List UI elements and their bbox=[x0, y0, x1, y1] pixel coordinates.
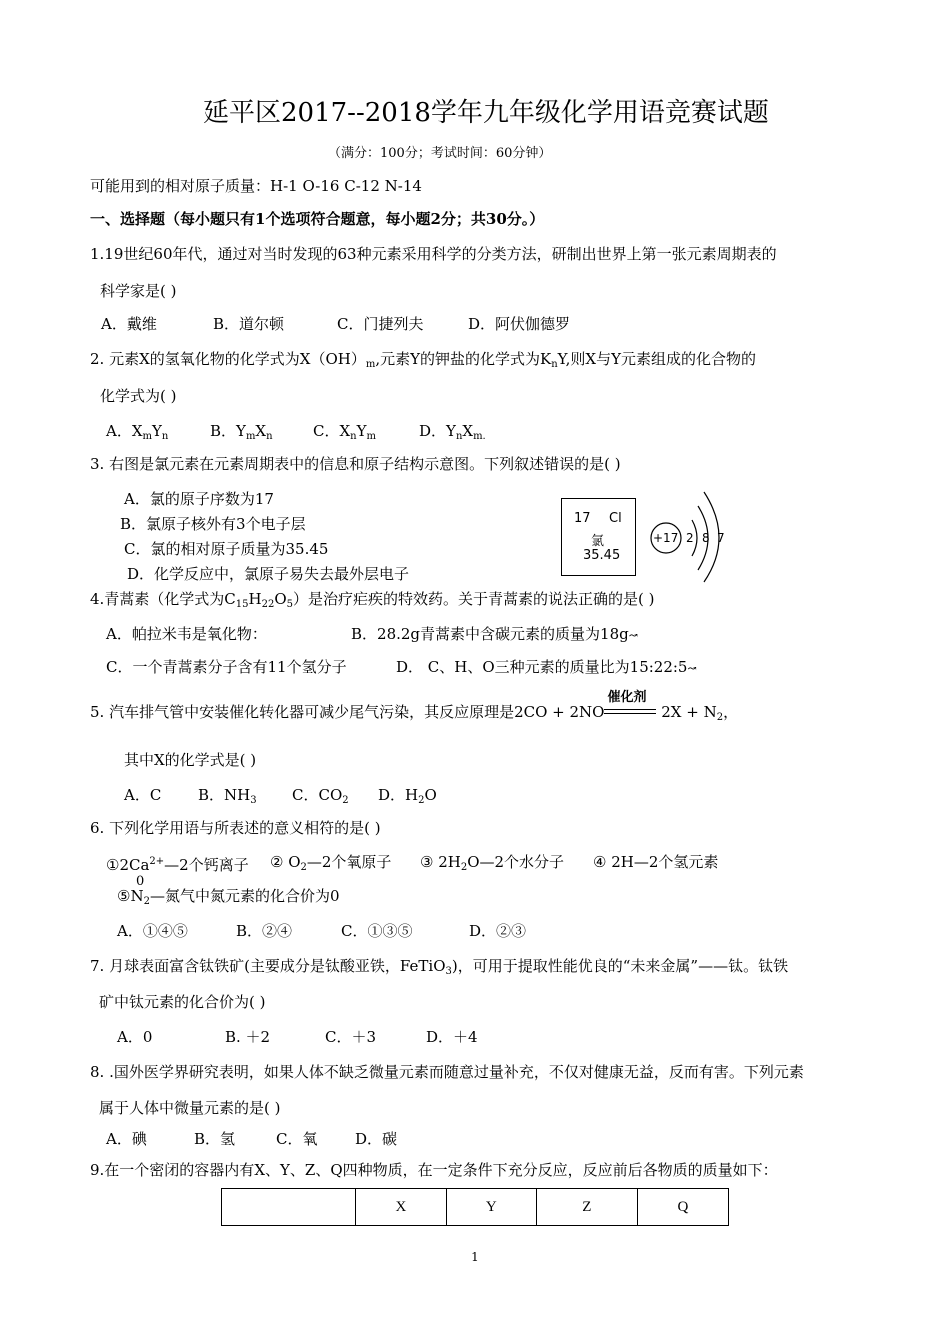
q6-item-1: $①2Ca^{2+}—2$个钙离子 bbox=[106, 856, 249, 874]
q5-stem-line1: 5. 汽车排气管中安装催化转化器可减少尾气污染，其反应原理是2CO + 2NO 催化剂 $2X + N_2$， bbox=[90, 690, 739, 723]
table-header-cell: Z bbox=[536, 1189, 637, 1226]
q5-option-c: C．$CO_2$ bbox=[292, 786, 349, 806]
catalyst-label: 催化剂 bbox=[607, 690, 647, 705]
shell-2-count: 8 bbox=[702, 531, 710, 545]
q7-option-b: B. ＋2 bbox=[225, 1028, 271, 1046]
q6-option-d: D．②③ bbox=[469, 922, 527, 940]
q2-option-c: C．$X_nY_m$ bbox=[313, 422, 376, 442]
q9-stem: 9.在一个密闭的容器内有X、Y、Z、Q四种物质，在一定条件下充分反应，反应前后各物质的质量如下： bbox=[90, 1161, 778, 1179]
scribble-mark-icon: ↝ bbox=[687, 662, 697, 675]
q9-mass-table bbox=[221, 1188, 729, 1226]
atomic-masses: 可能用到的相对原子质量：H-1 O-16 C-12 N-14 bbox=[90, 177, 422, 195]
q6-stem: 6. 下列化学用语与所表述的意义相符的是( ) bbox=[90, 819, 381, 837]
q1-option-d: D．阿伏伽德罗 bbox=[468, 315, 571, 333]
q1-option-b: B．道尔顿 bbox=[213, 315, 285, 333]
q6-option-c: C．①③⑤ bbox=[341, 922, 413, 940]
q4-option-b: B．28.2g青蒿素中含碳元素的质量为18g↝ bbox=[351, 625, 638, 643]
q7-option-a: A．0 bbox=[117, 1028, 153, 1046]
q4-option-c: C．一个青蒿素分子含有11个氢分子 bbox=[106, 658, 347, 676]
section-heading: 一、选择题（每小题只有1个选项符合题意，每小题2分；共30分。） bbox=[90, 210, 545, 228]
q5-option-d: D．$H_2O$ bbox=[378, 786, 437, 806]
element-name: 氯 bbox=[591, 534, 605, 549]
q2-stem-line2: 化学式为( ) bbox=[100, 387, 177, 405]
q8-option-b: B．氢 bbox=[194, 1130, 236, 1148]
q6-option-a: A．①④⑤ bbox=[117, 922, 188, 940]
q1-stem-line1: 1.19世纪60年代，通过对当时发现的63种元素采用科学的分类方法，研制出世界上第一张元素周期表的 bbox=[90, 245, 777, 263]
exam-title: 延平区2017--2018学年九年级化学用语竞赛试题 bbox=[203, 98, 769, 128]
nucleus-charge: +17 bbox=[653, 531, 679, 545]
q7-stem-line1: 7. 月球表面富含钛铁矿(主要成分是钛酸亚铁，FeTiO$_3$)，可用于提取性能优良的“未来金属”——钛。钛铁 bbox=[90, 957, 789, 977]
q1-option-c: C．门捷列夫 bbox=[337, 315, 424, 333]
q3-stem: 3. 右图是氯元素在元素周期表中的信息和原子结构示意图。下列叙述错误的是( ) bbox=[90, 455, 621, 473]
table-header-cell: Q bbox=[637, 1189, 728, 1226]
q2-option-d: D．$Y_nX_{m.}$ bbox=[419, 422, 486, 442]
element-card bbox=[561, 498, 636, 576]
shell-3-count: 7 bbox=[717, 531, 725, 545]
element-symbol: Cl bbox=[609, 511, 622, 526]
q6-item-4: ④ 2H—2个氢元素 bbox=[593, 853, 719, 871]
q5-option-a: A．C bbox=[124, 786, 162, 804]
exam-subtitle: （满分：100分；考试时间：60分钟） bbox=[328, 146, 552, 161]
shell-1-count: 2 bbox=[686, 531, 694, 545]
q7-option-d: D．＋4 bbox=[426, 1028, 478, 1046]
q4-option-a: A．帕拉米韦是氧化物： bbox=[106, 625, 267, 643]
q4-option-d: D． C、H、O三种元素的质量比为15:22:5↝ bbox=[396, 658, 697, 676]
valence-zero-mark: 0 bbox=[136, 874, 145, 889]
table-row bbox=[222, 1189, 729, 1226]
table-header-cell bbox=[222, 1189, 356, 1226]
q6-item-2: ② $O_2—2$个氧原子 bbox=[270, 853, 392, 873]
q3-option-a: A．氯的原子序数为17 bbox=[124, 490, 274, 508]
q8-option-a: A．碘 bbox=[106, 1130, 147, 1148]
q6-option-b: B．②④ bbox=[236, 922, 293, 940]
q6-item-3: ③ $2H_2O—2$个水分子 bbox=[420, 853, 565, 873]
q8-stem-line2: 属于人体中微量元素的是( ) bbox=[99, 1099, 281, 1117]
q3-option-b: B．氯原子核外有3个电子层 bbox=[120, 515, 306, 533]
table-header-cell: X bbox=[356, 1189, 446, 1226]
q3-option-d: D．化学反应中，氯原子易失去最外层电子 bbox=[127, 565, 410, 583]
q2-stem-line1: 2. 元素X的氢氧化物的化学式为$X(OH)_m$,元素Y的钾盐的化学式为$K_nY$,则X与Y元素组成的化合物的 bbox=[90, 350, 756, 370]
q8-option-c: C．氧 bbox=[276, 1130, 318, 1148]
q5-stem-line2: 其中X的化学式是( ) bbox=[124, 751, 257, 769]
q7-stem-line2: 矿中钛元素的化合价为( ) bbox=[99, 993, 266, 1011]
q5-option-b: B．$NH_3$ bbox=[198, 786, 257, 806]
q7-option-c: C．＋3 bbox=[325, 1028, 377, 1046]
q8-stem-line1: 8. .国外医学界研究表明，如果人体不缺乏微量元素而随意过量补充，不仅对健康无益，反而有害。下列元素 bbox=[90, 1063, 804, 1081]
q4-stem: 4.青蒿素（化学式为$C_{15}H_{22}O_5$）是治疗疟疾的特效药。关于青蒿素的说法正确的是( ) bbox=[90, 590, 655, 610]
catalyst-arrow bbox=[604, 690, 656, 722]
scribble-mark-icon: ↝ bbox=[628, 629, 638, 642]
page-number: 1 bbox=[471, 1250, 479, 1264]
table-header-cell: Y bbox=[446, 1189, 536, 1226]
q1-option-a: A．戴维 bbox=[101, 315, 157, 333]
element-number: 17 bbox=[574, 511, 591, 526]
q2-option-b: B．$Y_mX_n$ bbox=[210, 422, 273, 442]
q8-option-d: D．碳 bbox=[355, 1130, 398, 1148]
q1-stem-line2: 科学家是( ) bbox=[100, 282, 177, 300]
q3-option-c: C．氯的相对原子质量为35.45 bbox=[124, 540, 329, 558]
q2-option-a: A．$X_mY_n$ bbox=[106, 422, 169, 442]
q6-item-5: $⑤N_2—$氮气中氮元素的化合价为0 bbox=[117, 887, 340, 907]
element-mass: 35.45 bbox=[583, 548, 621, 563]
